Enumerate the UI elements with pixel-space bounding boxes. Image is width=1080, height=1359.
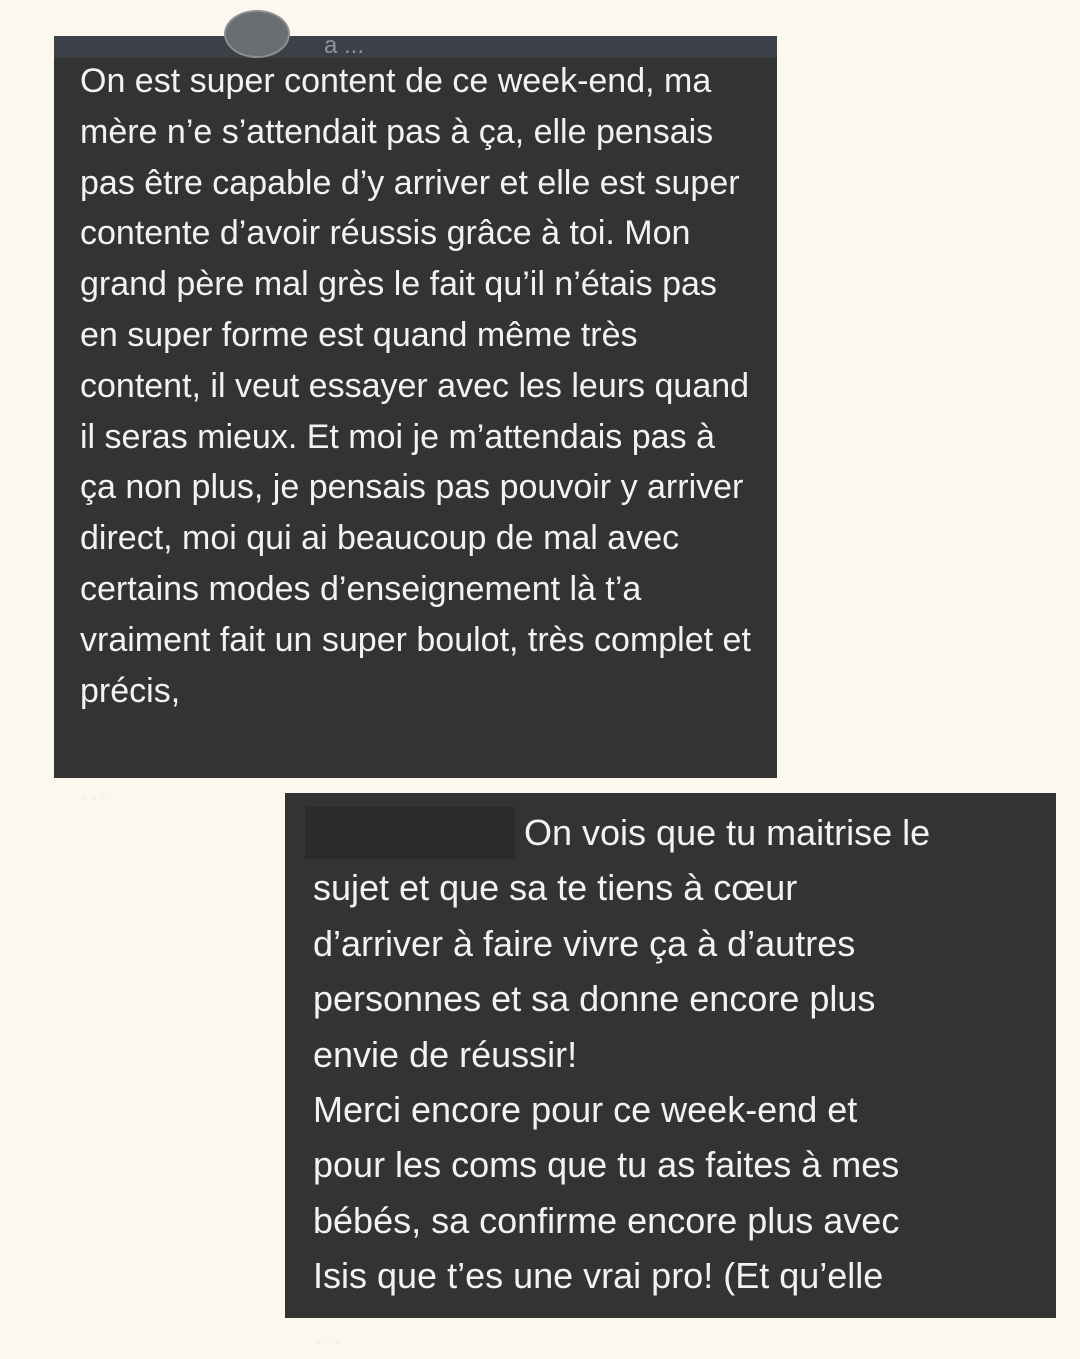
message-card-1 xyxy=(54,32,777,808)
message-text-cut: ... xyxy=(313,1310,344,1352)
message-text-cut: ... xyxy=(80,770,109,808)
message-text: On est super content de ce week-end, ma mère n’e s’attendait pas à ça, elle pensais pas être capable d’y arriver et elle est super contente d’avoir réussis grâce à toi. Mon grand père mal grès le fait qu’il n’étais pas en super forme est quand même très content, il veut essayer avec les leurs quand il seras mieux. Et moi je m’attendais pas à ça non plus, je pensais pas pouvoir y arriver direct, moi qui ai beaucoup de mal avec certains modes d’enseignement là t’a vraiment fait un super boulot, très complet et précis, xyxy=(80,62,751,710)
message-card-2 xyxy=(285,793,1056,1352)
message-line: bébés, sa confirme encore plus avec xyxy=(313,1199,900,1241)
message-line: personnes et sa donne encore plus xyxy=(313,978,876,1020)
message-line: sujet et que sa te tiens à cœur xyxy=(313,867,798,909)
message-header xyxy=(54,32,777,59)
message-text xyxy=(313,805,1036,1359)
message-line: pour les coms que tu as faites à mes xyxy=(313,1144,900,1186)
message-line: Isis que t’es une vrai pro! (Et qu’elle xyxy=(313,1255,884,1297)
message-line: d’arriver à faire vivre ça à d’autres xyxy=(313,922,856,964)
message-line: Merci encore pour ce week-end et xyxy=(313,1089,858,1131)
message-line: On vois que tu maitrise le xyxy=(524,812,931,853)
message-timestamp: a ... xyxy=(324,32,365,59)
avatar[interactable] xyxy=(224,10,290,58)
message-line: envie de réussir! xyxy=(313,1033,578,1075)
